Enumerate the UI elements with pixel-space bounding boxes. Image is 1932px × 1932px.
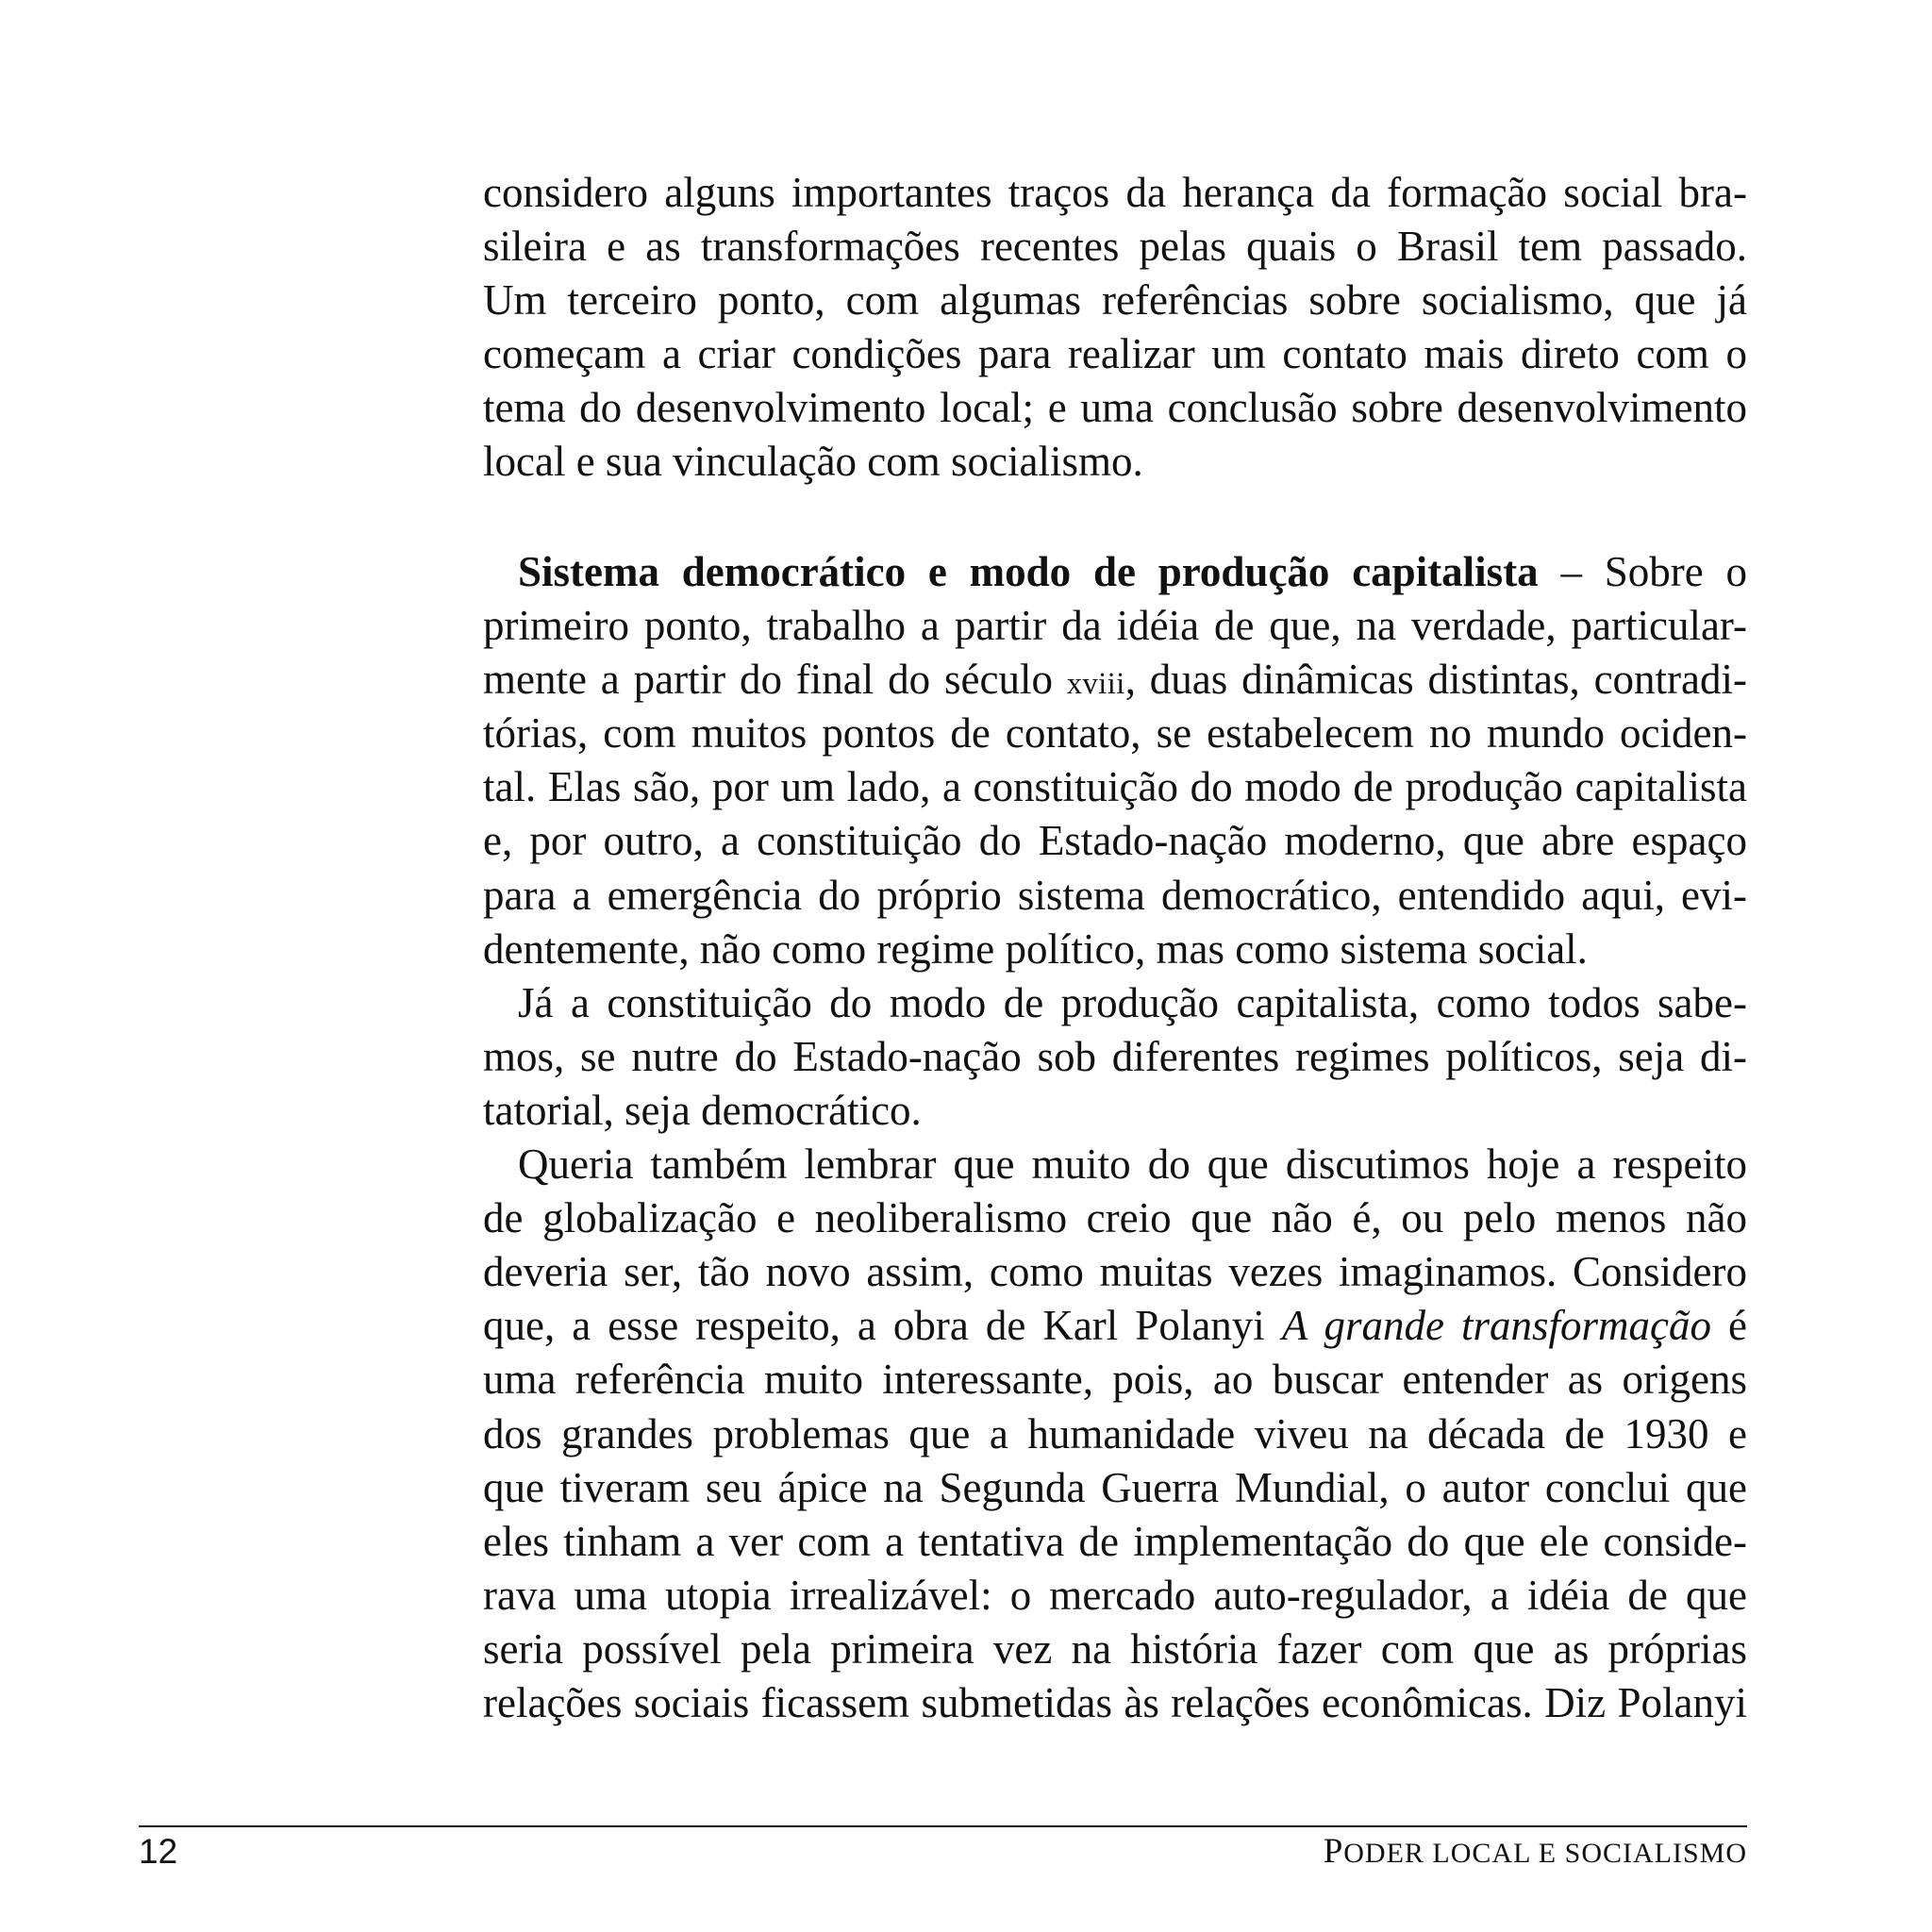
body-line: sileira e as transformações recentes pelas quais o Brasil tem passado.: [483, 223, 1747, 271]
section-heading: Sistema democrático e modo de produção capitalista: [518, 548, 1539, 595]
body-line: considero alguns importantes traços da herança da formação social bra-: [483, 169, 1747, 216]
body-line: tal. Elas são, por um lado, a constituição do modo de produção capitalista: [483, 763, 1747, 811]
intro-paragraph: [483, 166, 1747, 490]
body-line: uma referência muito interessante, pois, ao buscar entender as origens: [483, 1356, 1747, 1404]
body-line: tórias, com muitos pontos de contato, se estabelecem no mundo ociden-: [483, 709, 1747, 758]
body-line: começam a criar condições para realizar um contato mais direto com o: [483, 330, 1747, 378]
body-line: local e sua vinculação com socialismo.: [483, 438, 1143, 486]
section-body: [483, 545, 1747, 1730]
body-line: primeiro ponto, trabalho a partir da idéia de que, na verdade, particular-: [483, 602, 1747, 650]
body-line: dos grandes problemas que a humanidade viveu na década de 1930 e: [483, 1409, 1747, 1457]
page-number: 12: [139, 1832, 178, 1871]
century-numeral: xviii: [1066, 667, 1125, 702]
running-title: PODER LOCAL E SOCIALISMO: [1323, 1832, 1747, 1871]
body-line: que tiveram seu ápice na Segunda Guerra Mundial, o autor conclui que: [483, 1463, 1747, 1511]
body-line: tatorial, seja democrático.: [483, 1086, 922, 1134]
body-line: para a emergência do próprio sistema democrático, entendido aqui, evi-: [483, 871, 1747, 919]
body-line: tema do desenvolvimento local; e uma conclusão sobre desenvolvimento: [483, 384, 1747, 432]
section-heading-tail: – Sobre o: [1538, 548, 1747, 595]
book-title: A grande transformação: [1281, 1302, 1712, 1350]
body-line: seria possível pela primeira vez na história fazer com que as próprias: [483, 1624, 1747, 1673]
body-line: deveria ser, tão novo assim, como muitas vezes imaginamos. Considero: [483, 1248, 1747, 1296]
footer-rule: [139, 1825, 1747, 1827]
body-line: dentemente, não como regime político, mas como sistema social.: [483, 924, 1588, 973]
paragraph-start-line: Queria também lembrar que muito do que discutimos hoje a respeito: [518, 1141, 1747, 1189]
body-line: eles tinham a ver com a tentativa de implementação do que ele conside-: [483, 1517, 1747, 1565]
body-line: de globalização e neoliberalismo creio que não é, ou pelo menos não: [483, 1194, 1747, 1242]
section-heading-line: [483, 545, 1747, 599]
body-line: Um terceiro ponto, com algumas referências sobre socialismo, que já: [483, 276, 1747, 325]
body-line: rava uma utopia irrealizável: o mercado auto-regulador, a idéia de que: [483, 1571, 1747, 1619]
body-line: mente a partir do final do século xviii, duas dinâmicas distintas, contradi-: [483, 656, 1747, 704]
body-line: e, por outro, a constituição do Estado-nação moderno, que abre espaço: [483, 817, 1747, 865]
body-line: que, a esse respeito, a obra de Karl Polanyi A grande transformação é: [483, 1302, 1747, 1350]
body-line: relações sociais ficassem submetidas às relações econômicas. Diz Polanyi: [483, 1678, 1747, 1726]
paragraph-start-line: Já a constituição do modo de produção capitalista, como todos sabe-: [518, 978, 1747, 1026]
body-line: mos, se nutre do Estado-nação sob diferentes regimes políticos, seja di-: [483, 1032, 1747, 1080]
